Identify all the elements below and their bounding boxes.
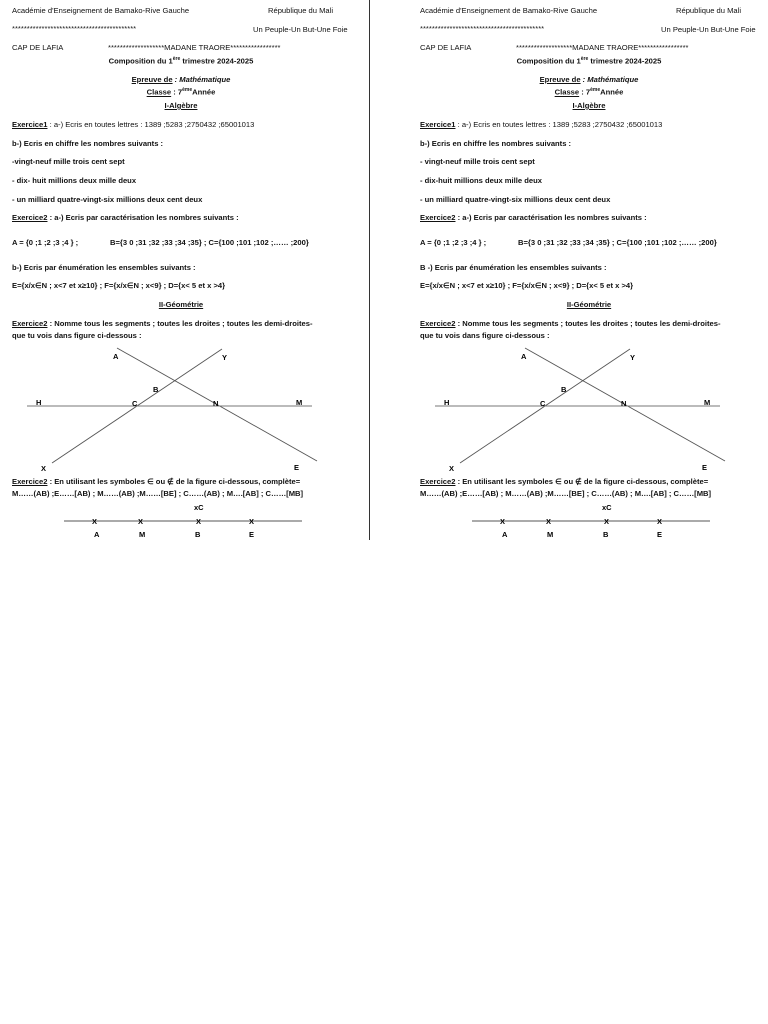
exercise4-statements: M……(AB) ;E……[AB) ; M……(AB) ;M……[BE] ; C……(AB) ; M….[AB] ; C……[MB] [420, 489, 712, 498]
devise-text: Un Peuple-Un But-Une Foie [661, 25, 756, 34]
label-point-e: E [249, 530, 255, 539]
exam-copy-left [12, 0, 362, 545]
label-b: B [153, 385, 159, 394]
number-item-1: - vingt-neuf mille trois cent sept [420, 157, 535, 166]
label-m: M [704, 398, 711, 407]
mark-e: X [249, 517, 255, 526]
sets-e-f-d: E={x/x∈N ; x<7 et x≥10} ; F={x/x∈N ; x<9} ; D={x< 5 et x >4} [12, 281, 226, 290]
label-y: Y [222, 353, 228, 362]
exercise4-line: Exercice2 : En utilisant les symboles ∈ ou ∉ de la figure ci-dessous, complète= [420, 477, 709, 486]
stars-line: ****************************************** [420, 24, 545, 33]
set-a: A = {0 ;1 ;2 ;3 ;4 } ; [12, 238, 79, 247]
number-item-2: - dix- huit millions deux mille deux [12, 176, 137, 185]
number-item-3: - un milliard quatre-vingt-six millions deux cent deux [12, 195, 203, 204]
label-x: X [449, 464, 455, 473]
set-a: A = {0 ;1 ;2 ;3 ;4 } ; [420, 238, 487, 247]
label-m: M [296, 398, 303, 407]
points-line-figure [12, 500, 350, 542]
column-divider [369, 0, 370, 540]
label-h: H [36, 398, 42, 407]
exam-copy-right [420, 0, 768, 545]
sets-b-c: B={3 0 ;31 ;32 ;33 ;34 ;35} ; C={100 ;101 ;102 ;…… ;200} [110, 238, 309, 247]
mark-b: X [196, 517, 202, 526]
exercise3-line2: que tu vois dans figure ci-dessous : [420, 331, 550, 340]
label-n: N [213, 399, 219, 408]
exercise1b-line: b-) Ecris en chiffre les nombres suivants : [12, 139, 164, 148]
sets-b-c: B={3 0 ;31 ;32 ;33 ;34 ;35} ; C={100 ;101 ;102 ;…… ;200} [518, 238, 717, 247]
teacher-line: *******************MADANE TRAORE***************** [516, 43, 689, 52]
part1-heading: I-Algèbre [164, 101, 198, 110]
label-a: A [113, 352, 119, 361]
label-e: E [294, 463, 300, 472]
school-name: CAP DE LAFIA [12, 43, 64, 52]
label-point-e: E [657, 530, 663, 539]
mark-e: X [657, 517, 663, 526]
exercise3-line: Exercice2 : Nomme tous les segments ; toutes les droites ; toutes les demi-droites- [12, 319, 313, 328]
geometry-figure [12, 343, 350, 480]
epreuve-line: Epreuve de : Mathématique [539, 75, 639, 84]
geometry-figure [420, 343, 758, 480]
label-a: A [521, 352, 527, 361]
exercise3-line2: que tu vois dans figure ci-dessous : [12, 331, 142, 340]
stars-line: ****************************************** [12, 24, 137, 33]
epreuve-line: Epreuve de : Mathématique [131, 75, 231, 84]
teacher-line: *******************MADANE TRAORE***************** [108, 43, 281, 52]
label-xc: xC [602, 503, 612, 512]
exercise1-line: Exercice1 : a-) Ecris en toutes lettres : 1389 ;5283 ;2750432 ;65001013 [420, 120, 663, 129]
exercise2-line: Exercice2 : a-) Ecris par caractérisation les nombres suivants : [420, 213, 647, 222]
exercise2-line: Exercice2 : a-) Ecris par caractérisation les nombres suivants : [12, 213, 239, 222]
mark-a: X [92, 517, 98, 526]
school-name: CAP DE LAFIA [420, 43, 472, 52]
number-item-3: - un milliard quatre-vingt-six millions deux cent deux [420, 195, 611, 204]
classe-line: Classe : 7èmeAnnée [146, 87, 216, 97]
part2-heading: II-Géométrie [566, 300, 612, 309]
republique-text: République du Mali [676, 6, 742, 15]
label-h: H [444, 398, 450, 407]
number-item-2: - dix-huit millions deux mille deux [420, 176, 542, 185]
label-n: N [621, 399, 627, 408]
label-y: Y [630, 353, 636, 362]
exercise1-line: Exercice1 : a-) Ecris en toutes lettres : 1389 ;5283 ;2750432 ;65001013 [12, 120, 255, 129]
part2-heading: II-Géométrie [158, 300, 204, 309]
composition-title: Composition du 1ère trimestre 2024-2025 [108, 56, 254, 66]
label-point-b: B [603, 530, 609, 539]
devise-text: Un Peuple-Un But-Une Foie [253, 25, 348, 34]
part1-heading: I-Algèbre [572, 101, 606, 110]
label-point-m: M [139, 530, 146, 539]
label-c: C [132, 399, 138, 408]
label-x: X [41, 464, 47, 473]
label-point-a: A [94, 530, 100, 539]
label-point-m: M [547, 530, 554, 539]
exercise1b-line: b-) Ecris en chiffre les nombres suivants : [420, 139, 572, 148]
exercise4-statements: M……(AB) ;E……[AB) ; M……(AB) ;M……[BE] ; C……(AB) ; M….[AB] ; C……[MB] [12, 489, 304, 498]
republique-text: République du Mali [268, 6, 334, 15]
exercise3-line: Exercice2 : Nomme tous les segments ; toutes les droites ; toutes les demi-droites- [420, 319, 721, 328]
mark-a: X [500, 517, 506, 526]
academie-text: Académie d'Enseignement de Bamako-Rive Gauche [420, 6, 598, 15]
classe-line: Classe : 7èmeAnnée [554, 87, 624, 97]
points-line-figure [420, 500, 758, 542]
exercise2b-line: b-) Ecris par énumération les ensembles suivants : [12, 263, 196, 272]
exercise2b-line: B -) Ecris par énumération les ensembles suivants : [420, 263, 607, 272]
label-point-a: A [502, 530, 508, 539]
label-e: E [702, 463, 708, 472]
sets-e-f-d: E={x/x∈N ; x<7 et x≥10} ; F={x/x∈N ; x<9} ; D={x< 5 et x >4} [420, 281, 634, 290]
label-point-b: B [195, 530, 201, 539]
number-item-1: -vingt-neuf mille trois cent sept [12, 157, 125, 166]
mark-m: X [138, 517, 144, 526]
exercise4-line: Exercice2 : En utilisant les symboles ∈ ou ∉ de la figure ci-dessous, complète= [12, 477, 301, 486]
academie-text: Académie d'Enseignement de Bamako-Rive Gauche [12, 6, 190, 15]
mark-m: X [546, 517, 552, 526]
label-b: B [561, 385, 567, 394]
label-xc: xC [194, 503, 204, 512]
label-c: C [540, 399, 546, 408]
mark-b: X [604, 517, 610, 526]
composition-title: Composition du 1ère trimestre 2024-2025 [516, 56, 662, 66]
